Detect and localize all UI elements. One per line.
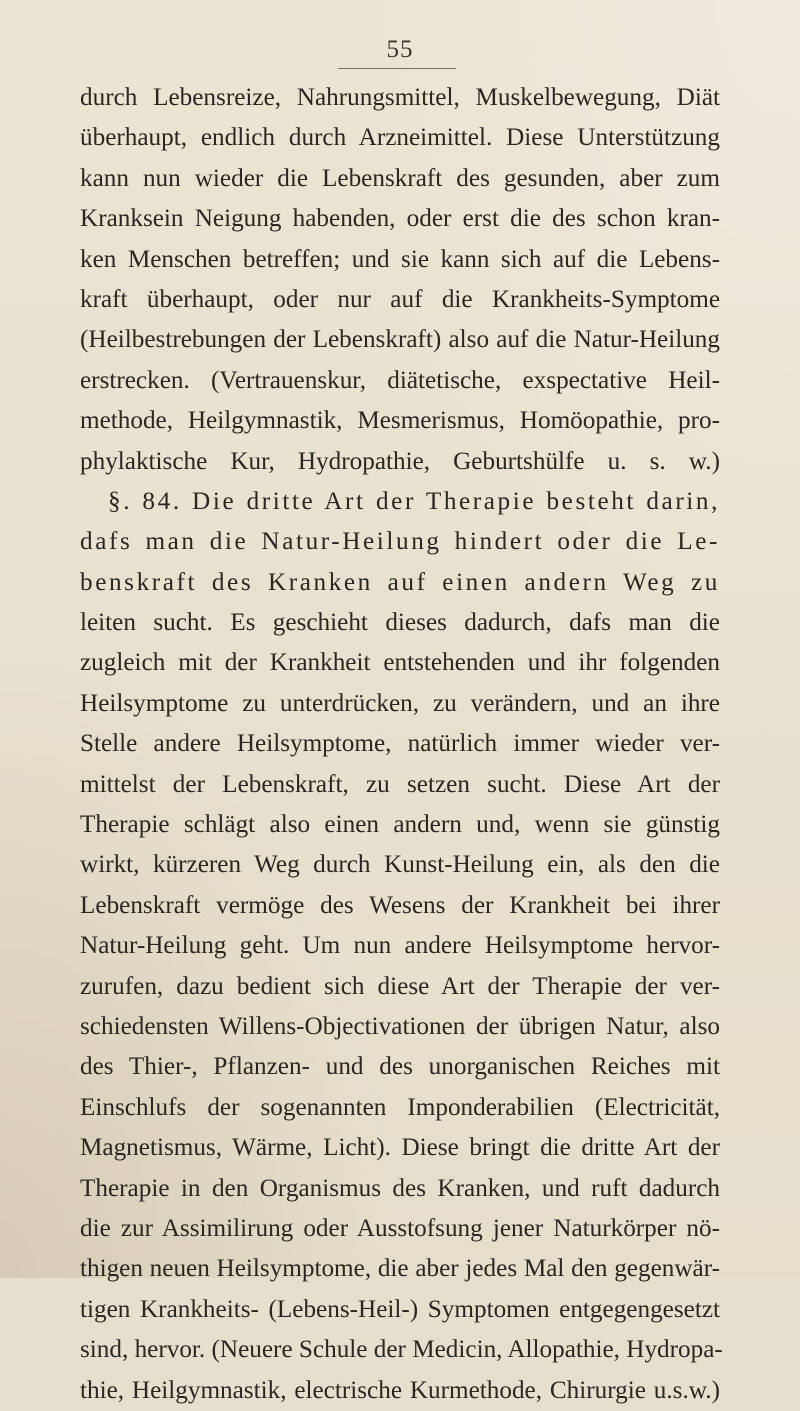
page-number-rule [338,68,456,69]
text-line: Kranksein Neigung habenden, oder erst die des schon kran- [80,205,720,233]
text-line: Magnetismus, Wärme, Licht). Diese bringt die dritte Art der [80,1134,720,1162]
section-heading-line: benskraft des Kranken auf einen andern Weg zu [80,568,720,596]
text-line: des Thier-, Pflanzen- und des unorganischen Reiches mit [80,1053,720,1081]
text-line: kraft überhaupt, oder nur auf die Krankheits-Symptome [80,285,720,313]
text-line: Heilsymptome zu unterdrücken, zu verändern, und an ihre [80,689,720,717]
text-line: Einschlufs der sogenannten Imponderabilien (Electricität, [80,1093,720,1121]
text-line: zurufen, dazu bedient sich diese Art der Therapie der ver- [80,972,720,1000]
page-number: 55 [386,36,414,63]
text-line: thie, Heilgymnastik, electrische Kurmethode, Chirurgie u.s.w.) [80,1376,720,1404]
text-line: phylaktische Kur, Hydropathie, Geburtshülfe u. s. w.) [80,447,720,475]
text-line: tigen Krankheits- (Lebens-Heil-) Symptomen entgegengesetzt [80,1295,720,1323]
section-heading-line: dafs man die Natur-Heilung hindert oder die Le- [80,528,720,556]
text-line: durch Lebensreize, Nahrungsmittel, Muskelbewegung, Diät [80,84,720,111]
text-line: wirkt, kürzeren Weg durch Kunst-Heilung ein, als den die [80,851,720,879]
body-text [80,78,723,1411]
text-line: erstrecken. (Vertrauenskur, diätetische, exspectative Heil- [80,366,720,394]
text-line: mittelst der Lebenskraft, zu setzen sucht. Diese Art der [80,770,720,798]
text-line: Lebenskraft vermöge des Wesens der Krankheit bei ihrer [80,891,720,919]
text-line: Therapie in den Organismus des Kranken, und ruft dadurch [80,1174,720,1202]
text-line: zugleich mit der Krankheit entstehenden und ihr folgenden [80,649,720,677]
text-line: überhaupt, endlich durch Arzneimittel. Diese Unterstützung [80,124,720,152]
text-line: thigen neuen Heilsymptome, die aber jedes Mal den gegenwär- [80,1255,720,1283]
text-line: Stelle andere Heilsymptome, natürlich immer wieder ver- [80,730,720,758]
section-heading-line: §. 84. Die dritte Art der Therapie besteht darin, [108,487,720,515]
text-line: sind, hervor. (Neuere Schule der Medicin, Allopathie, Hydropa- [80,1336,723,1364]
text-line: methode, Heilgymnastik, Mesmerismus, Homöopathie, pro- [80,407,720,435]
text-line: Therapie schlägt also einen andern und, wenn sie günstig [80,811,720,839]
text-line: (Heilbestrebungen der Lebenskraft) also auf die Natur-Heilung [80,326,720,354]
text-line: schiedensten Willens-Objectivationen der übrigen Natur, also [80,1012,720,1040]
text-line: die zur Assimilirung oder Ausstofsung jener Naturkörper nö- [80,1214,720,1242]
text-line: ken Menschen betreffen; und sie kann sich auf die Lebens- [80,245,720,273]
text-line: Natur-Heilung geht. Um nun andere Heilsymptome hervor- [80,932,720,960]
text-line: leiten sucht. Es geschieht dieses dadurch, dafs man die [80,609,720,637]
text-line: kann nun wieder die Lebenskraft des gesunden, aber zum [80,164,720,192]
